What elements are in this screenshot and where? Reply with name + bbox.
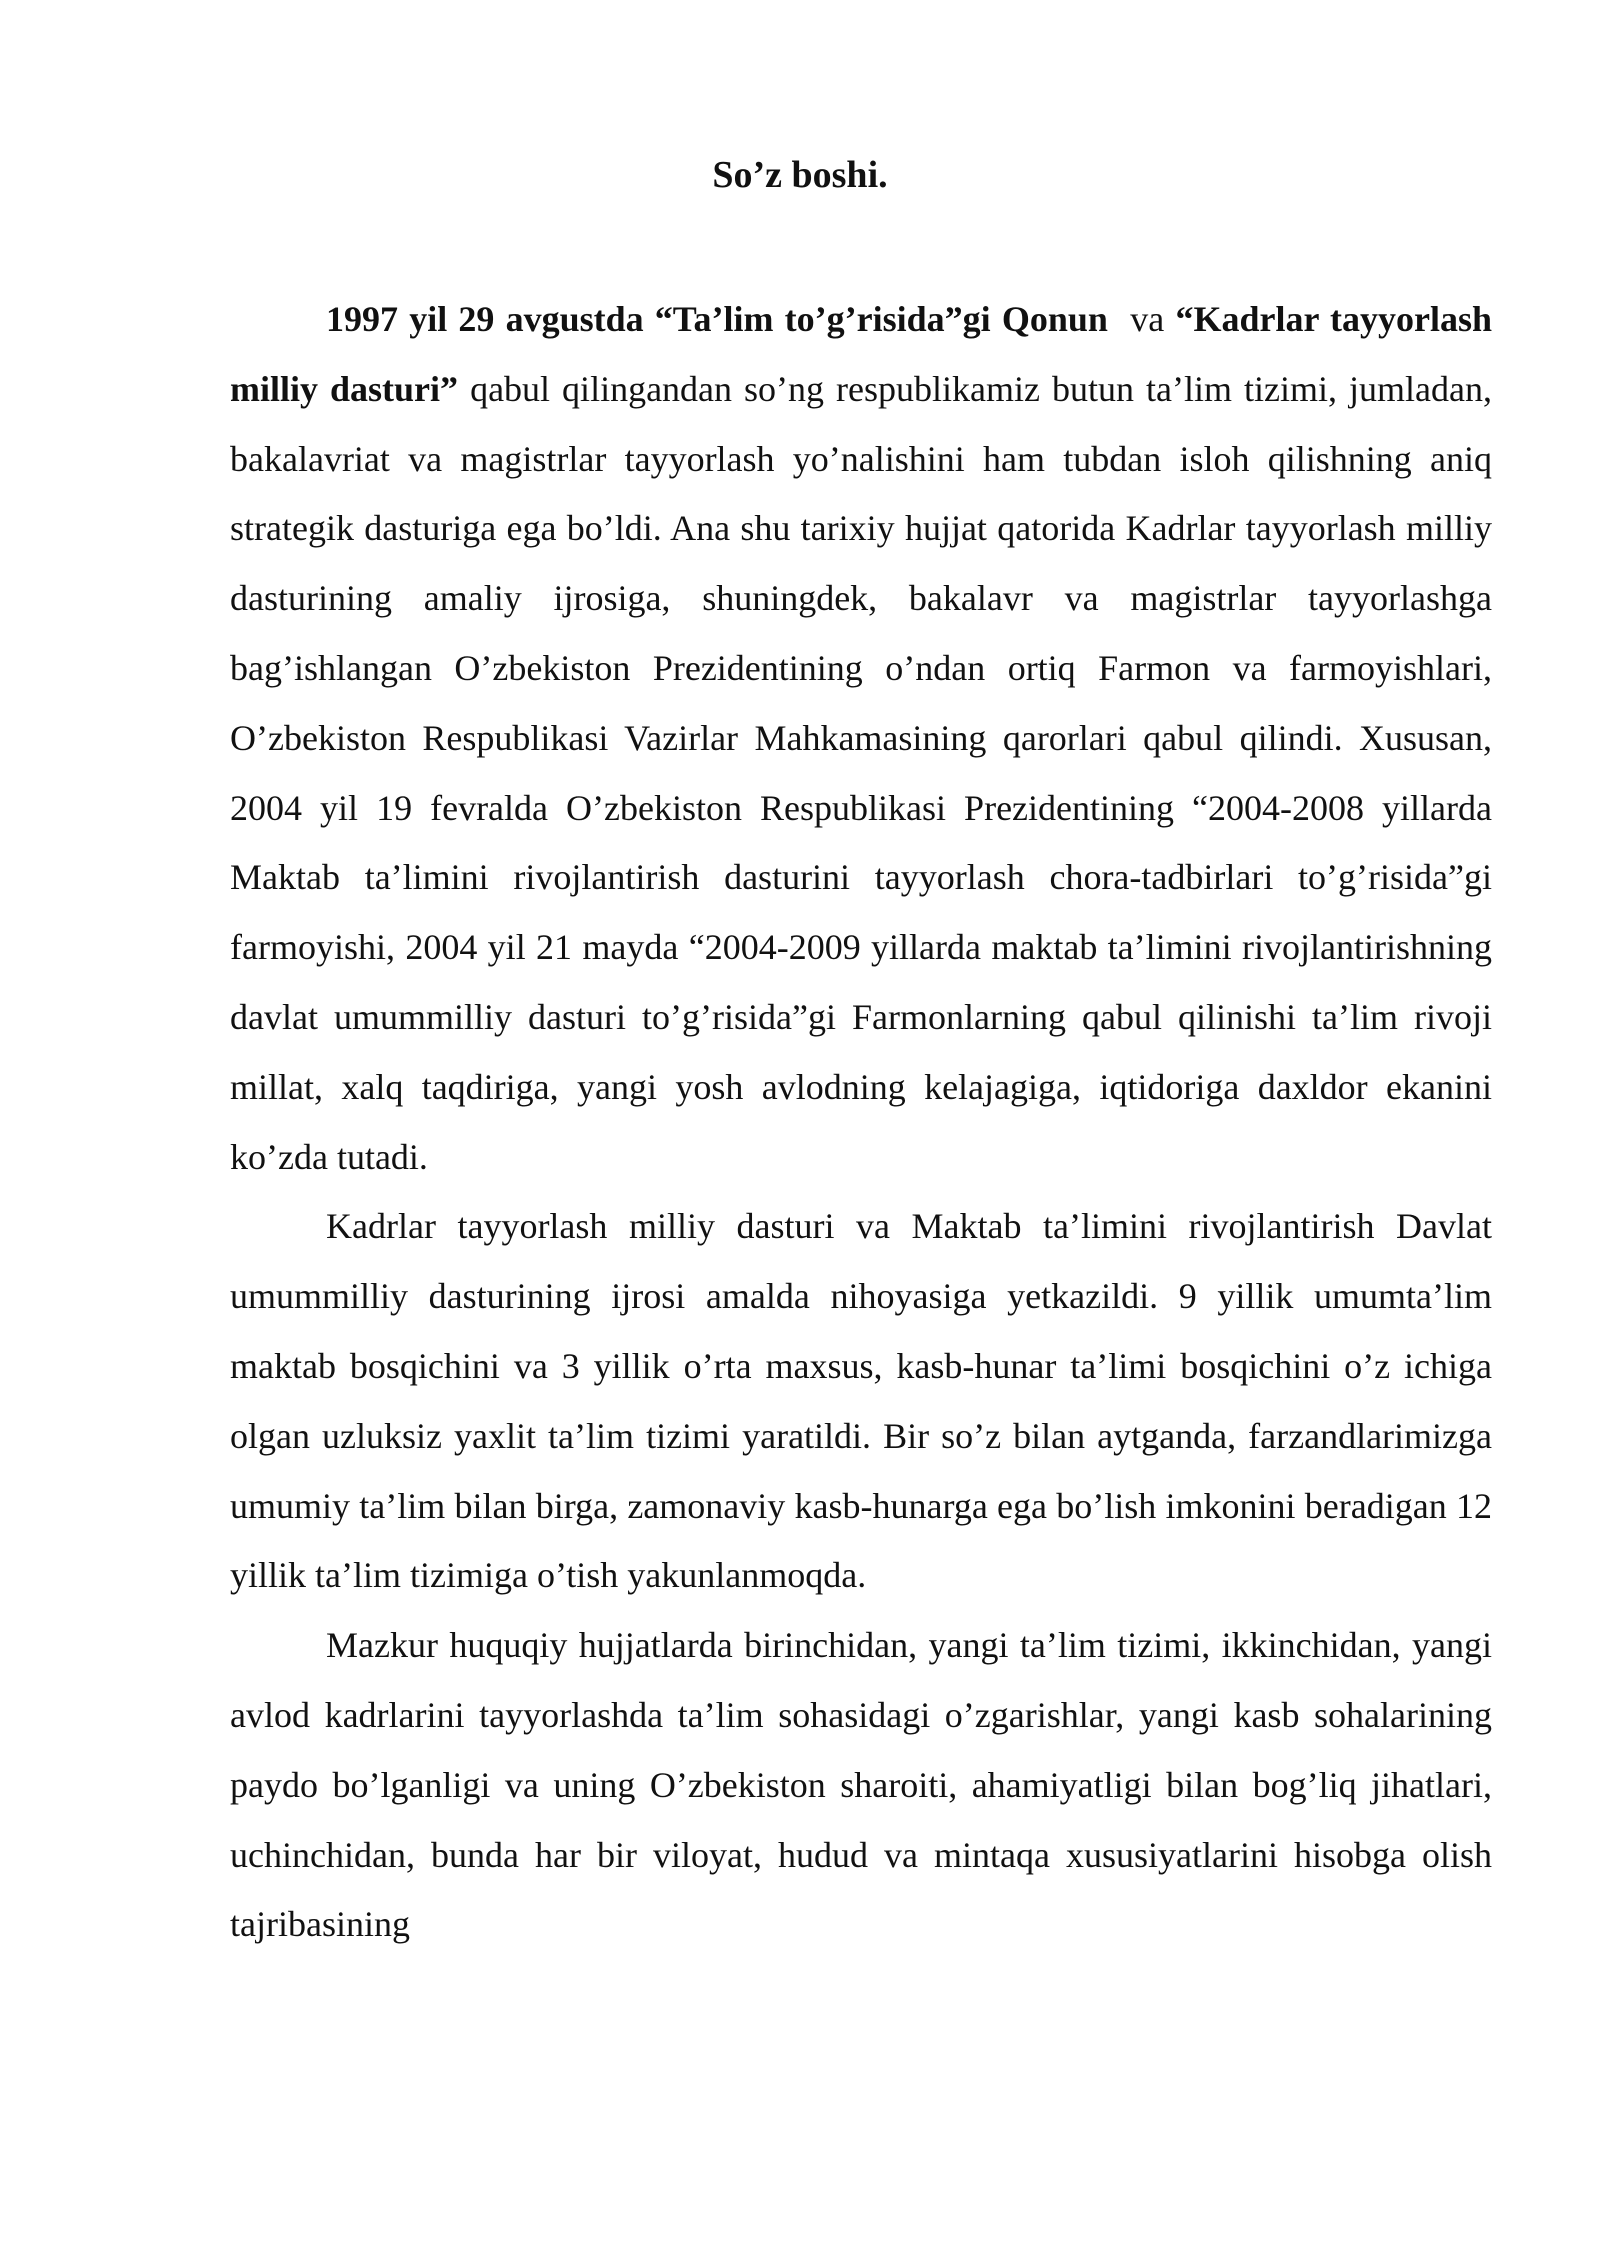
- paragraph-3-text: Mazkur huquqiy hujjatlarda birinchidan, yangi ta’lim tizimi, ikkinchidan, yangi avlod kadrlarini tayyorlashda ta’lim sohasidagi o’zgarishlar, yangi kasb sohalarining paydo bo’lganligi va uning O’zbekiston sharoiti, ahamiyatligi bilan bog’liq jihatlari, uchinchidan, bunda har bir viloyat, hudud va mintaqa xususiyatlarini hisobga olish tajribasining: [230, 1625, 1492, 1945]
- paragraph-2: [230, 1192, 1492, 1611]
- program-reference-bold: “Kadrlar tayyorlash milliy dasturi”: [230, 299, 1492, 409]
- lead-join-text: va: [1107, 299, 1176, 339]
- paragraph-3: [230, 1611, 1492, 1960]
- law-reference-bold: 1997 yil 29 avgustda “Ta’lim to’g’risida”gi Qonun: [326, 299, 1108, 339]
- paragraph-2-text: Kadrlar tayyorlash milliy dasturi va Maktab ta’limini rivojlantirish Davlat umummilliy dasturining ijrosi amalda nihoyasiga yetkazildi. 9 yillik umumta’lim maktab bosqichini va 3 yillik o’rta maxsus, kasb-hunar ta’limi bosqichini o’z ichiga olgan uzluksiz yaxlit ta’lim tizimi yaratildi. Bir so’z bilan aytganda, farzandlarimizga umumiy ta’lim bilan birga, zamonaviy kasb-hunarga ega bo’lish imkonini beradigan 12 yillik ta’lim tizimiga o’tish yakunlanmoqda.: [230, 1206, 1492, 1596]
- document-body: [230, 285, 1492, 1960]
- paragraph-1: [230, 285, 1492, 1192]
- paragraph-1-text: qabul qilingandan so’ng respublikamiz butun ta’lim tizimi, jumladan, bakalavriat va magistrlar tayyorlash yo’nalishini ham tubdan isloh qilishning aniq strategik dasturiga ega bo’ldi. Ana shu tarixiy hujjat qatorida Kadrlar tayyorlash milliy dasturining amaliy ijrosiga, shuningdek, bakalavr va magistrlar tayyorlashga bag’ishlangan O’zbekiston Prezidentining o’ndan ortiq Farmon va farmoyishlari, O’zbekiston Respublikasi Vazirlar Mahkamasining qarorlari qabul qilindi. Xususan, 2004 yil 19 fevralda O’zbekiston Respublikasi Prezidentining “2004-2008 yillarda Maktab ta’limini rivojlantirish dasturini tayyorlash chora-tadbirlari to’g’risida”gi farmoyishi, 2004 yil 21 mayda “2004-2009 yillarda maktab ta’limini rivojlantirishning davlat umummilliy dasturi to’g’risida”gi Farmonlarning qabul qilinishi ta’lim rivoji millat, xalq taqdiriga, yangi yosh avlodning kelajagiga, iqtidoriga daxldor ekanini ko’zda tutadi.: [230, 368, 1492, 1177]
- page-title: So’z boshi.: [712, 154, 888, 196]
